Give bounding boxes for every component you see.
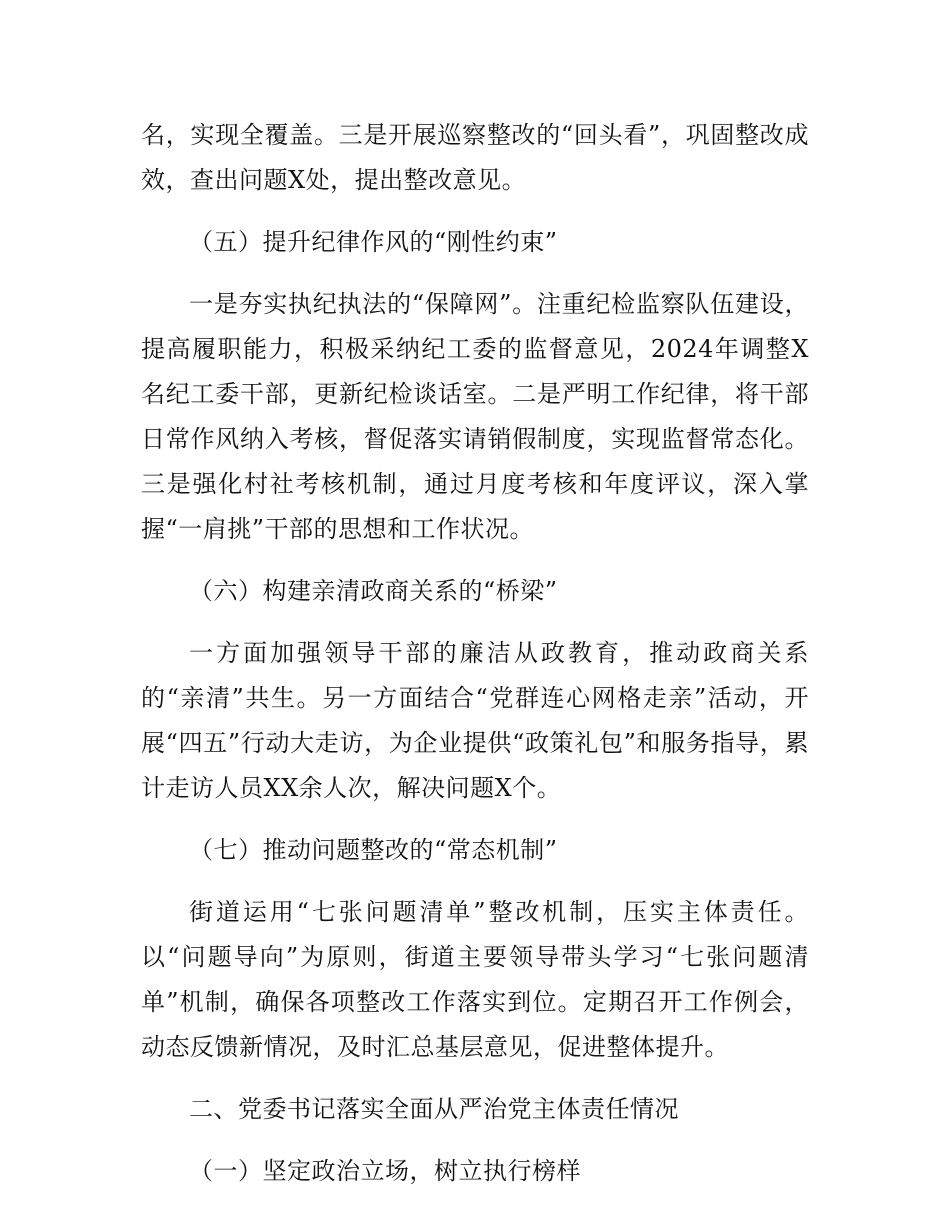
document-body [141,113,809,1194]
paragraph-business-relations: 一方面加强领导干部的廉洁从政教育，推动政商关系的“亲清”共生。另一方面结合“党群连心网格走亲”活动，开展“四五”行动大走访，为企业提供“政策礼包”和服务指导，累计走访人员XX余人次，解决问题X个。 [141,639,809,802]
section-heading-7: （七）推动问题整改的“常态机制” [189,836,558,864]
paragraph-rectification: 街道运用“七张问题清单”整改机制，压实主体责任。以“问题导向”为原则，街道主要领导带头学习“七张问题清单”机制，确保各项整改工作落实到位。定期召开工作例会，动态反馈新情况，及时汇总基层意见，促进整体提升。 [141,898,809,1061]
section-heading-5: （五）提升纪律作风的“刚性约束” [189,228,558,256]
section-heading-1: （一）坚定政治立场，树立执行榜样 [189,1157,581,1185]
paragraph-discipline: 一是夯实执纪执法的“保障网”。注重纪检监察队伍建设，提高履职能力，积极采纳纪工委的监督意见，2024年调整X名纪工委干部，更新纪检谈话室。二是严明工作纪律，将干部日常作风纳入考核，督促落实请销假制度，实现监督常态化。三是强化村社考核机制，通过月度考核和年度评议，深入掌握“一肩挑”干部的思想和工作状况。 [141,290,809,543]
paragraph-continuation: 名，实现全覆盖。三是开展巡察整改的“回头看”，巩固整改成效，查出问题X处，提出整改意见。 [141,121,809,194]
section-heading-6: （六）构建亲清政商关系的“桥梁” [189,577,558,605]
chapter-heading-2: 二、党委书记落实全面从严治党主体责任情况 [189,1095,679,1123]
